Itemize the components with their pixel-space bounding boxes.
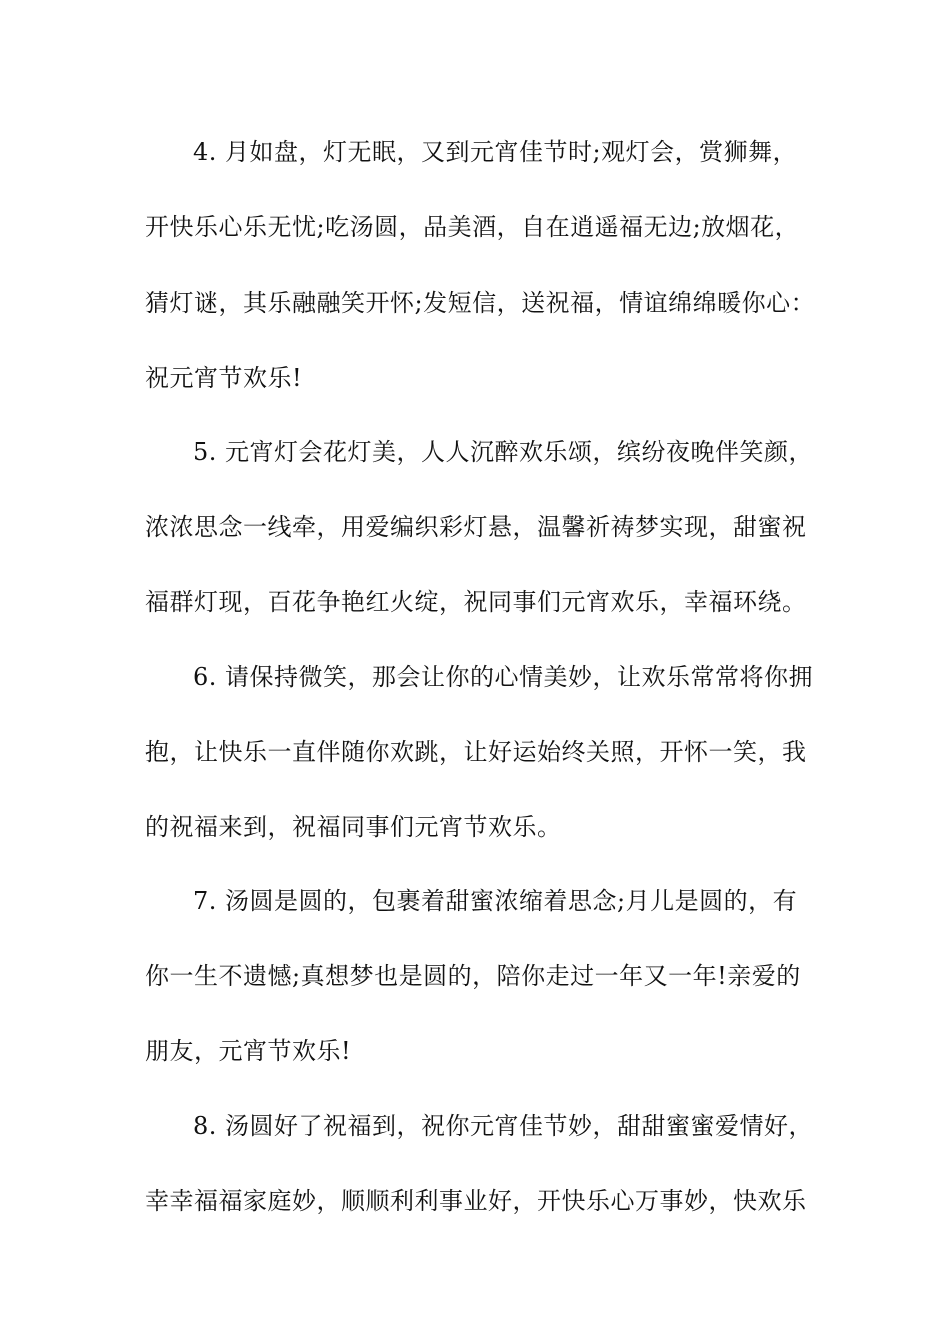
paragraph-4-line-1: 4. 月如盘，灯无眠，又到元宵佳节时;观灯会，赏狮舞， [193, 138, 798, 166]
paragraph-6-line-1: 6. 请保持微笑，那会让你的心情美妙，让欢乐常常将你拥 [193, 663, 814, 691]
paragraph-6-line-2: 抱，让快乐一直伴随你欢跳，让好运始终关照，开怀一笑，我 [145, 738, 807, 766]
paragraph-8-line-2: 幸幸福福家庭妙，顺顺利利事业好，开快乐心万事妙，快欢乐 [145, 1187, 807, 1215]
paragraph-7-line-2: 你一生不遗憾;真想梦也是圆的，陪你走过一年又一年!亲爱的 [145, 962, 801, 990]
paragraph-6-line-3: 的祝福来到，祝福同事们元宵节欢乐。 [145, 813, 562, 841]
paragraph-4-line-3: 猜灯谜，其乐融融笑开怀;发短信，送祝福，情谊绵绵暖你心： [145, 289, 816, 317]
paragraph-7-line-3: 朋友，元宵节欢乐! [145, 1037, 352, 1065]
paragraph-5-line-1: 5. 元宵灯会花灯美，人人沉醉欢乐颂，缤纷夜晚伴笑颜， [193, 438, 814, 466]
paragraph-4-line-2: 开快乐心乐无忧;吃汤圆，品美酒，自在逍遥福无边;放烟花， [145, 213, 800, 241]
paragraph-5-line-2: 浓浓思念一线牵，用爱编织彩灯悬，温馨祈祷梦实现，甜蜜祝 [145, 513, 807, 541]
paragraph-8-line-1: 8. 汤圆好了祝福到，祝你元宵佳节妙，甜甜蜜蜜爱情好， [193, 1112, 814, 1140]
paragraph-4-line-4: 祝元宵节欢乐! [145, 364, 303, 392]
paragraph-7-line-1: 7. 汤圆是圆的，包裹着甜蜜浓缩着思念;月儿是圆的，有 [193, 887, 798, 915]
paragraph-5-line-3: 福群灯现，百花争艳红火绽，祝同事们元宵欢乐，幸福环绕。 [145, 588, 807, 616]
